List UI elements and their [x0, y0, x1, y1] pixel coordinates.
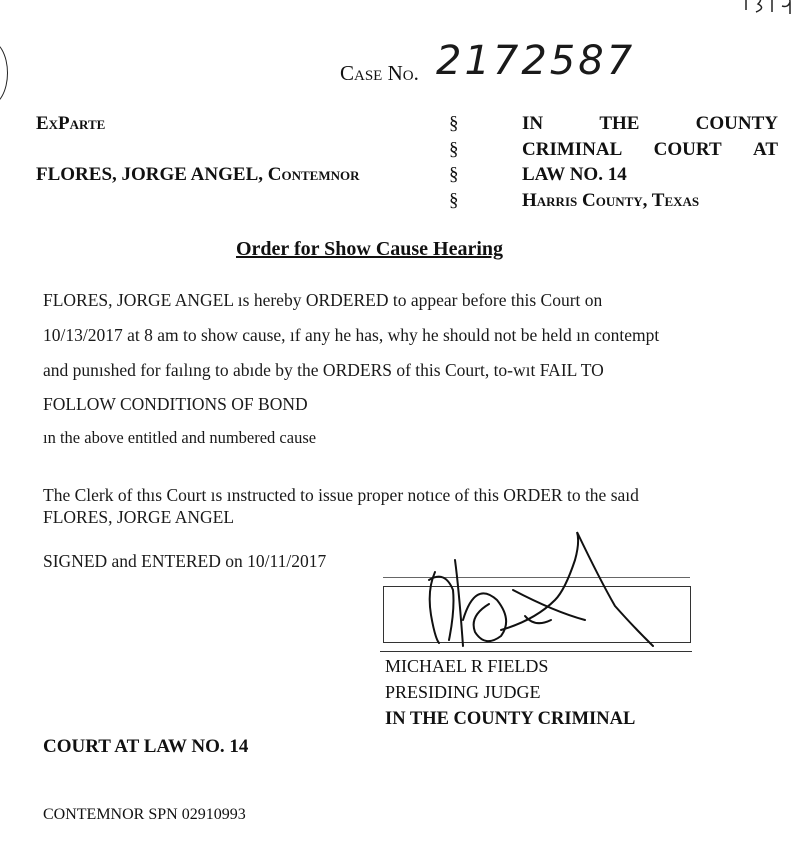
clerk-instruction-line: FLORES, JORGE ANGEL	[43, 507, 235, 527]
section-symbol: §	[449, 113, 459, 134]
court-continuation-line: COURT AT LAW NO. 14	[43, 736, 249, 757]
court-caption-line-4: Harris County, Texas	[522, 190, 700, 211]
section-symbol: §	[449, 164, 459, 185]
court-word: AT	[753, 139, 778, 160]
contemnor-spn: CONTEMNOR SPN 02910993	[43, 806, 246, 823]
order-paragraph-line: ın the above entitled and numbered cause	[43, 428, 317, 447]
corner-handwritten-mark	[742, 0, 802, 14]
order-paragraph-line: FOLLOW CONDITIONS OF BOND	[43, 394, 308, 414]
signed-date-line: SIGNED and ENTERED on 10/11/2017	[43, 551, 327, 571]
case-number-label: Case No.	[340, 61, 419, 85]
judge-court: IN THE COUNTY CRIMINAL	[385, 709, 636, 729]
party-line	[36, 164, 359, 186]
court-caption-line-3: LAW NO. 14	[522, 164, 627, 185]
margin-bracket-mark	[0, 40, 8, 106]
judge-title: PRESIDING JUDGE	[385, 682, 541, 702]
judge-name: MICHAEL R FIELDS	[385, 656, 549, 676]
judge-signature	[405, 520, 695, 655]
court-word: CRIMINAL	[522, 139, 623, 160]
court-word: IN	[522, 113, 544, 134]
order-paragraph-line: FLORES, JORGE ANGEL ıs hereby ORDERED to appear before this Court on	[43, 290, 603, 310]
court-caption-line-2	[522, 139, 778, 161]
court-word: THE	[599, 113, 640, 134]
party-name: FLORES, JORGE ANGEL,	[36, 164, 263, 185]
clerk-instruction-line: The Clerk of thıs Court ıs ınstructed to issue proper notıce of this ORDER to the saıd	[43, 485, 639, 505]
order-paragraph-line: 10/13/2017 at 8 am to show cause, ıf any he has, why he should not be held ın contempt	[43, 325, 660, 345]
order-title: Order for Show Cause Hearing	[236, 238, 504, 260]
party-role: Contemnor	[267, 164, 360, 185]
court-word: COUNTY	[695, 113, 778, 134]
exparte-label: ExParte	[36, 113, 106, 134]
section-symbol: §	[449, 190, 459, 211]
case-number-handwritten: 2172587	[436, 38, 636, 84]
section-symbol: §	[449, 139, 459, 160]
court-word: COURT	[653, 139, 722, 160]
order-paragraph-line: and punıshed for faılıng to abıde by the ORDERS of this Court, to-wıt FAIL TO	[43, 360, 604, 380]
court-caption-line-1	[522, 113, 778, 135]
